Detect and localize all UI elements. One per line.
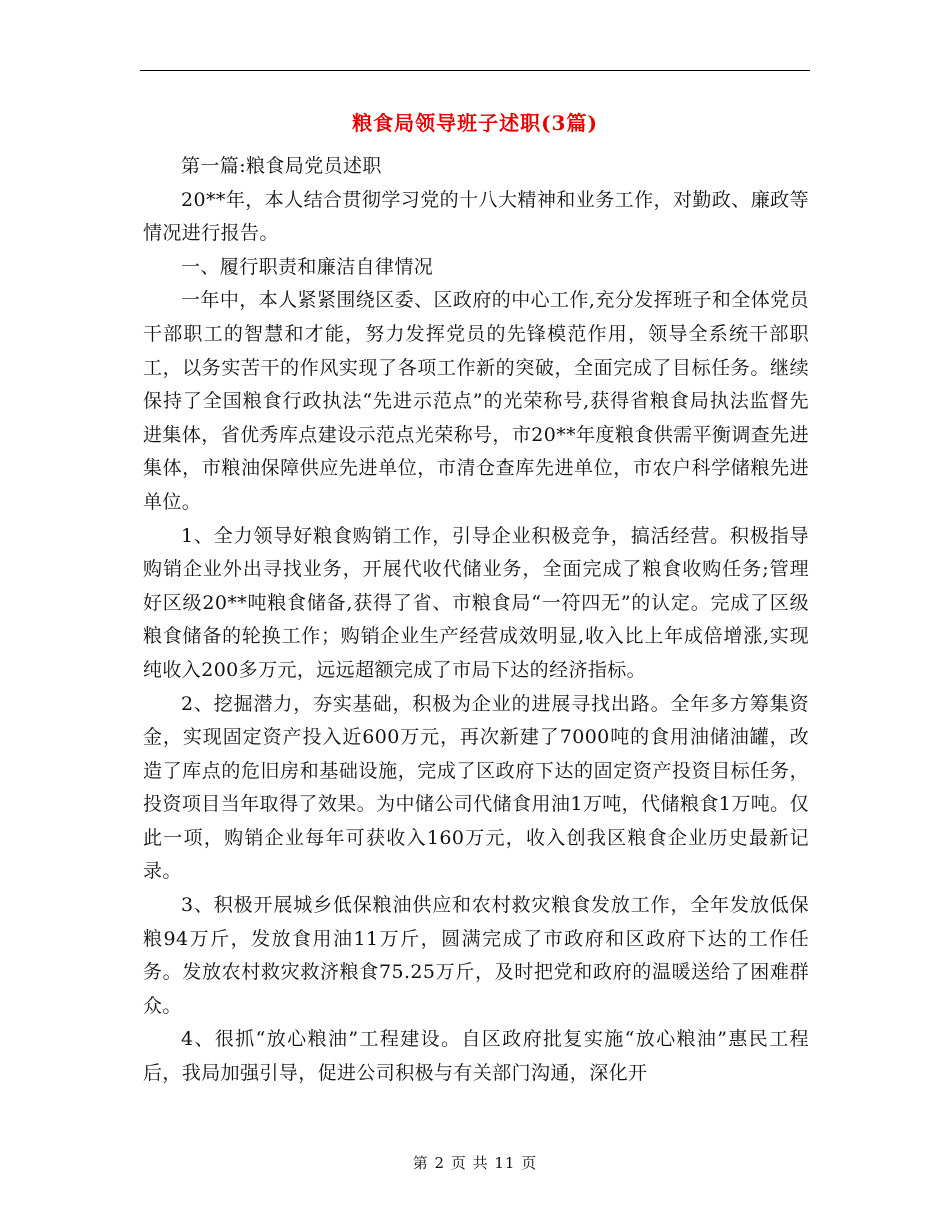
paragraph-item-2: 2、挖掘潜力，夯实基础，积极为企业的进展寻找出路。全年多方筹集资金，实现固定资产投入近600万元，再次新建了7000吨的食用油储油罐，改造了库点的危旧房和基础设施，完成了区政府下达的固定资产投资目标任务，投资项目当年取得了效果。为中储公司代储食用油1万吨，代储粮食1万吨。仅此一项，购销企业每年可获收入160万元，收入创我区粮食企业历史最新记录。 (143, 692, 809, 883)
paragraph-item-1: 1、全力领导好粮食购销工作，引导企业积极竞争，搞活经营。积极指导购销企业外出寻找业务，开展代收代储业务，全面完成了粮食收购任务;管理好区级20**吨粮食储备,获得了省、市粮食局“一符四无”的认定。完成了区级粮食储备的轮换工作；购销企业生产经营成效明显,收入比上年成倍增涨,实现纯收入200多万元，远远超额完成了市局下达的经济指标。 (143, 524, 809, 681)
paragraph-year-summary: 一年中，本人紧紧围绕区委、区政府的中心工作,充分发挥班子和全体党员干部职工的智慧和才能，努力发挥党员的先锋模范作用，领导全系统干部职工，以务实苦干的作风实现了各项工作新的突破，全面完成了目标任务。继续保持了全国粮食行政执法“先进示范点”的光荣称号,获得省粮食局执法监督先进集体，省优秀库点建设示范点光荣称号，市20**年度粮食供需平衡调查先进集体，市粮油保障供应先进单位，市清仓查库先进单位，市农户科学储粮先进单位。 (143, 289, 809, 513)
paragraph-item-3: 3、积极开展城乡低保粮油供应和农村救灾粮食发放工作，全年发放低保粮94万斤，发放食用油11万斤，圆满完成了市政府和区政府下达的工作任务。发放农村救灾救济粮食75.25万斤，及时把党和政府的温暖送给了困难群众。 (143, 894, 809, 1017)
paragraph-intro: 20**年，本人结合贯彻学习党的十八大精神和业务工作，对勤政、廉政等情况进行报告。 (143, 188, 809, 245)
document-title: 粮食局领导班子述职(3篇) (352, 111, 598, 135)
document-body (143, 150, 809, 1091)
paragraph-item-4: 4、很抓“放心粮油”工程建设。自区政府批复实施“放心粮油”惠民工程后，我局加强引导，促进公司积极与有关部门沟通，深化开 (143, 1028, 809, 1085)
section-heading-part-one: 第一篇:粮食局党员述职 (181, 155, 382, 177)
section-heading-duties: 一、履行职责和廉洁自律情况 (181, 255, 434, 278)
page-number-footer: 第 2 页 共 11 页 (412, 1154, 538, 1172)
header-rule (140, 70, 810, 71)
